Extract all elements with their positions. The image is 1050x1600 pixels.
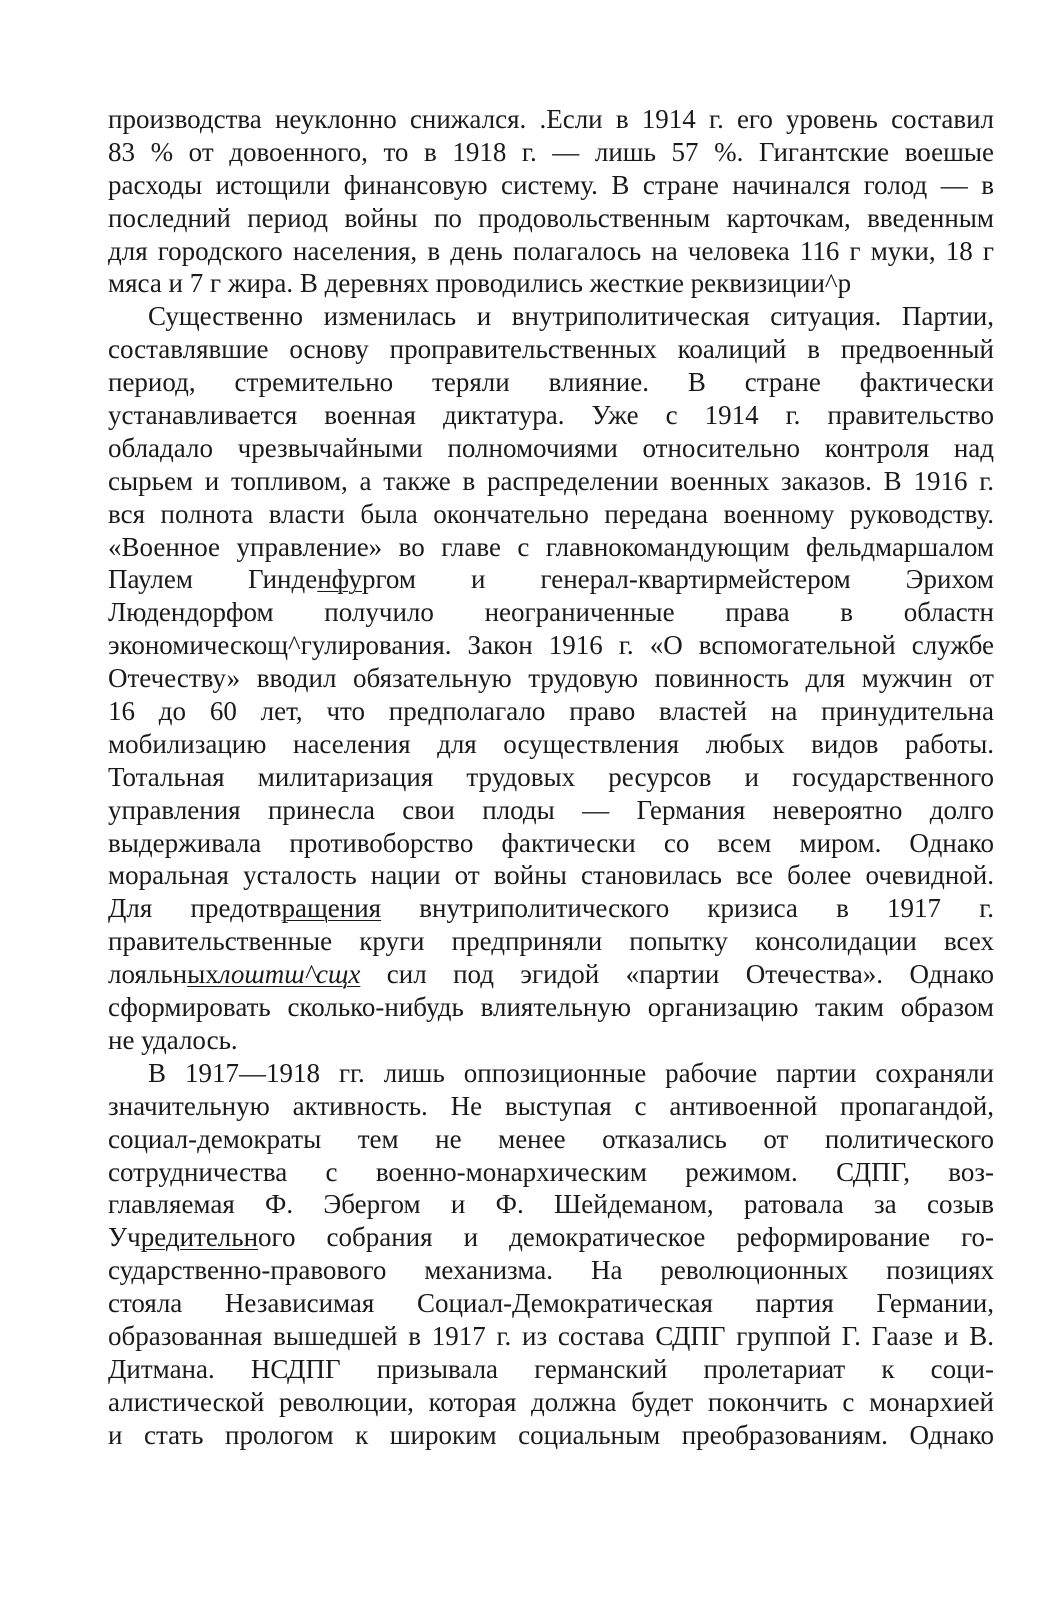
paragraph bbox=[108, 1057, 994, 1452]
text-run: социал-демократы тем не менее отказались от политического bbox=[108, 1123, 994, 1154]
text-line bbox=[108, 366, 994, 399]
text-line bbox=[108, 1188, 994, 1221]
text-run: В 1917—1918 гг. лишь оппозиционные рабочие партии сохраняли bbox=[148, 1057, 994, 1088]
text-run: не удалось. bbox=[108, 1024, 238, 1055]
underlined-text: редительн bbox=[140, 1222, 259, 1253]
text-line bbox=[108, 1419, 994, 1452]
text-line bbox=[108, 563, 994, 596]
paragraph bbox=[108, 103, 994, 300]
text-run: сил под эгидой «партии Отечества». Однако bbox=[360, 959, 994, 990]
text-line bbox=[108, 794, 994, 827]
text-line bbox=[108, 1254, 994, 1287]
text-run: 83 % от довоенного, то в 1918 г. — лишь 57 %. Гигантские воешые bbox=[108, 136, 994, 167]
text-run: алистической революции, которая должна будет покончить с монархией bbox=[108, 1386, 994, 1417]
underlined-text: ращения bbox=[281, 893, 382, 924]
text-line bbox=[108, 859, 994, 892]
text-run: значительную активность. Не выступая с антивоенной пропагандой, bbox=[108, 1090, 994, 1121]
underlined-text: лоштш^сщх bbox=[218, 959, 361, 990]
text-line bbox=[108, 399, 994, 432]
text-run: мобилизацию населения для осуществления любых видов работы. bbox=[108, 728, 994, 759]
text-run: устанавливается военная диктатура. Уже с 1914 г. правительство bbox=[108, 400, 994, 431]
text-line bbox=[108, 1090, 994, 1123]
text-run: обладало чрезвычайными полномочиями относительно контроля над bbox=[108, 432, 994, 463]
paragraph bbox=[108, 300, 994, 1056]
text-line bbox=[108, 892, 994, 925]
text-run: сырьем и топливом, а также в распределении военных заказов. В 1916 г. bbox=[108, 465, 994, 496]
text-run: Уч bbox=[108, 1222, 141, 1253]
text-line bbox=[108, 1156, 994, 1189]
text-line bbox=[108, 1287, 994, 1320]
text-run: Тотальная милитаризация трудовых ресурсов и государственного bbox=[108, 761, 994, 792]
text-run: стояла Независимая Социал-Демократическая партия Германии, bbox=[108, 1288, 994, 1319]
text-line bbox=[108, 1320, 994, 1353]
text-line bbox=[108, 1024, 994, 1057]
text-run: производства неуклонно снижался. .Если в 1914 г. его уровень составил bbox=[108, 104, 994, 134]
text-line bbox=[108, 629, 994, 662]
text-run: Дитмана. НСДПГ призывала германский пролетариат к соци- bbox=[108, 1353, 994, 1384]
text-line bbox=[108, 728, 994, 761]
text-line bbox=[108, 925, 994, 958]
text-run: выдерживала противоборство фактически со всем миром. Однако bbox=[108, 827, 994, 858]
text-line bbox=[108, 465, 994, 498]
text-run: 16 до 60 лет, что предполагало право властей на принудительна bbox=[108, 696, 994, 727]
text-line bbox=[108, 202, 994, 235]
text-line bbox=[108, 1353, 994, 1386]
text-run: и стать прологом к широким социальным преобразованиям. Однако bbox=[108, 1419, 994, 1450]
text-line bbox=[108, 695, 994, 728]
text-line bbox=[108, 169, 994, 202]
text-run: ргом и генерал-квартирмейстером Эрихом bbox=[362, 564, 995, 595]
text-run: «Военное управление» во главе с главнокомандующим фельдмаршалом bbox=[108, 531, 994, 562]
text-run: образованная вышедшей в 1917 г. из состава СДПГ группой Г. Гаазе и В. bbox=[108, 1320, 994, 1351]
text-line bbox=[108, 267, 994, 300]
text-run: для городского населения, в день полагалось на человека 116 г муки, 18 г bbox=[108, 235, 994, 266]
text-run: Для предотв bbox=[108, 893, 282, 924]
text-line bbox=[108, 958, 994, 991]
text-line bbox=[108, 991, 994, 1024]
underlined-text: ых bbox=[187, 959, 219, 990]
text-run: правительственные круги предприняли попытку консолидации всех bbox=[108, 926, 994, 957]
text-line bbox=[108, 827, 994, 860]
text-line bbox=[108, 300, 994, 333]
body-text bbox=[108, 103, 994, 1452]
text-line bbox=[108, 333, 994, 366]
text-line bbox=[108, 432, 994, 465]
text-run: моральная усталость нации от войны становилась все более очевидной. bbox=[108, 860, 994, 891]
text-run: период, стремительно теряли влияние. В стране фактически bbox=[108, 367, 994, 398]
text-run: лояльн bbox=[108, 959, 188, 990]
text-run: сотрудничества с военно-монархическим режимом. СДПГ, воз- bbox=[108, 1156, 994, 1187]
underlined-text: нфу bbox=[317, 564, 362, 595]
text-run: экономическощ^гулирования. Закон 1916 г. «О вспомогательной службе bbox=[108, 630, 994, 661]
text-line bbox=[108, 531, 994, 564]
text-run: расходы истощили финансовую систему. В стране начинался голод — в bbox=[108, 169, 994, 200]
text-line bbox=[108, 761, 994, 794]
text-run: Паулем Гинде bbox=[108, 564, 318, 595]
text-run: внутриполитического кризиса в 1917 г. bbox=[381, 893, 994, 924]
text-line bbox=[108, 235, 994, 268]
text-line bbox=[108, 136, 994, 169]
text-run: управления принесла свои плоды — Германия невероятно долго bbox=[108, 794, 994, 825]
text-run: главляемая Ф. Эбергом и Ф. Шейдеманом, ратовала за созыв bbox=[108, 1189, 994, 1220]
text-run: Отечеству» вводил обязательную трудовую повинность для мужчин от bbox=[108, 663, 994, 694]
text-run: Людендорфом получило неограниченные права в областн bbox=[108, 597, 994, 628]
text-run: сформировать сколько-нибудь влиятельную организацию таким образом bbox=[108, 992, 994, 1023]
text-run: Существенно изменилась и внутриполитическая ситуация. Партии, bbox=[148, 301, 994, 332]
text-line bbox=[108, 103, 994, 136]
text-line bbox=[108, 1221, 994, 1254]
text-run: ого собрания и демократическое реформирование го- bbox=[258, 1222, 994, 1253]
text-run: последний период войны по продовольственным карточкам, введенным bbox=[108, 202, 994, 233]
text-run: вся полнота власти была окончательно передана военному руководству. bbox=[108, 498, 994, 529]
text-line bbox=[108, 596, 994, 629]
text-run: составлявшие основу проправительственных коалиций в предвоенный bbox=[108, 334, 994, 365]
text-run: мяса и 7 г жира. В деревнях проводились жесткие реквизиции^р bbox=[108, 268, 852, 299]
text-line bbox=[108, 1386, 994, 1419]
text-line bbox=[108, 1123, 994, 1156]
text-line bbox=[108, 498, 994, 531]
text-line bbox=[108, 1057, 994, 1090]
text-line bbox=[108, 662, 994, 695]
text-run: сударственно-правового механизма. На революционных позициях bbox=[108, 1255, 994, 1286]
